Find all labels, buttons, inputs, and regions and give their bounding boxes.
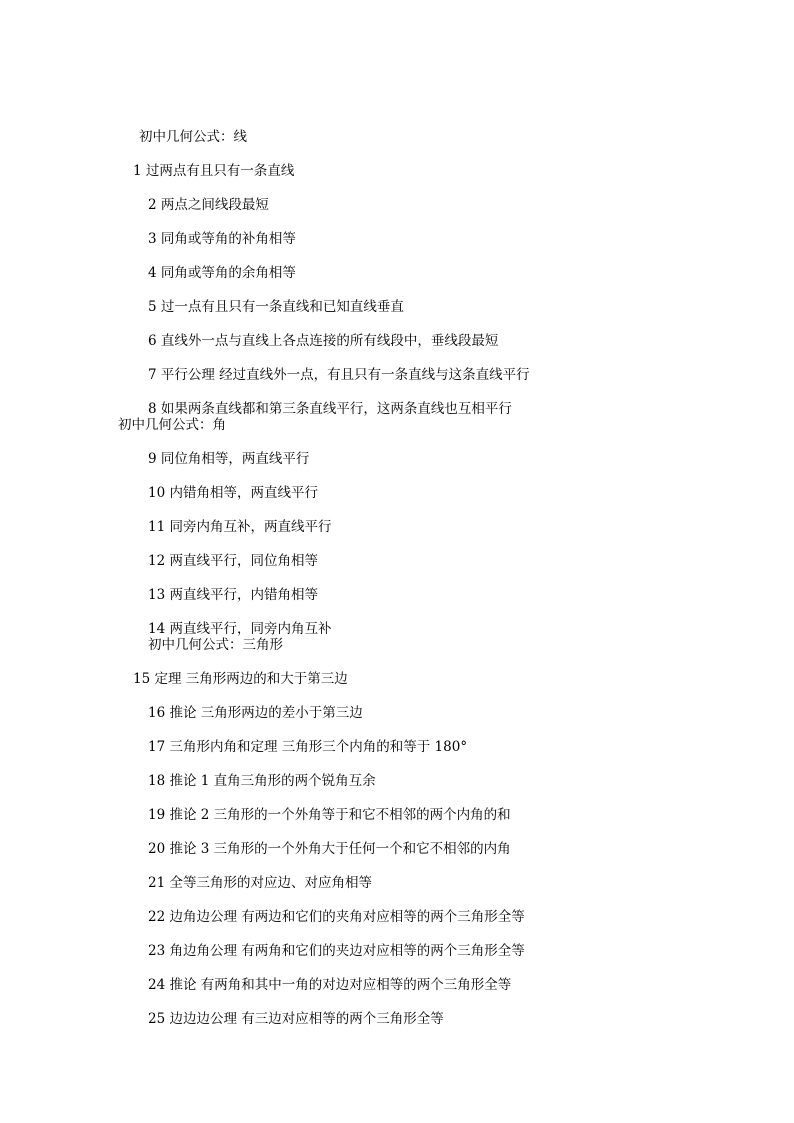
section-heading-angles: 初中几何公式：角 [118,417,226,433]
theorem-line: 3 同角或等角的补角相等 [148,231,296,247]
theorem-line: 17 三角形内角和定理 三角形三个内角的和等于 180° [148,739,468,755]
theorem-line: 22 边角边公理 有两边和它们的夹角对应相等的两个三角形全等 [148,909,525,925]
theorem-line: 6 直线外一点与直线上各点连接的所有线段中，垂线段最短 [148,333,499,349]
theorem-line: 14 两直线平行，同旁内角互补 [148,621,332,637]
theorem-line: 21 全等三角形的对应边、对应角相等 [148,875,372,891]
theorem-line: 2 两点之间线段最短 [148,197,269,213]
theorem-line: 25 边边边公理 有三边对应相等的两个三角形全等 [148,1011,444,1027]
section-heading-triangles: 初中几何公式：三角形 [148,637,283,653]
theorem-line: 5 过一点有且只有一条直线和已知直线垂直 [148,299,404,315]
theorem-line: 1 过两点有且只有一条直线 [133,163,295,179]
theorem-line: 13 两直线平行，内错角相等 [148,587,318,603]
theorem-line: 16 推论 三角形两边的差小于第三边 [148,705,363,721]
theorem-line: 18 推论 1 直角三角形的两个锐角互余 [148,773,376,789]
theorem-line: 9 同位角相等，两直线平行 [148,451,310,467]
theorem-line: 11 同旁内角互补，两直线平行 [148,519,332,535]
theorem-line: 19 推论 2 三角形的一个外角等于和它不相邻的两个内角的和 [148,807,511,823]
theorem-line: 24 推论 有两角和其中一角的对边对应相等的两个三角形全等 [148,977,512,993]
theorem-line: 20 推论 3 三角形的一个外角大于任何一个和它不相邻的内角 [148,841,511,857]
theorem-line: 15 定理 三角形两边的和大于第三边 [133,671,348,687]
theorem-line: 7 平行公理 经过直线外一点，有且只有一条直线与这条直线平行 [148,367,530,383]
theorem-line: 12 两直线平行，同位角相等 [148,553,318,569]
section-heading-lines: 初中几何公式：线 [139,129,247,145]
theorem-line: 8 如果两条直线都和第三条直线平行，这两条直线也互相平行 [148,401,512,417]
theorem-line: 4 同角或等角的余角相等 [148,265,296,281]
theorem-line: 10 内错角相等，两直线平行 [148,485,318,501]
theorem-line: 23 角边角公理 有两角和它们的夹边对应相等的两个三角形全等 [148,943,525,959]
